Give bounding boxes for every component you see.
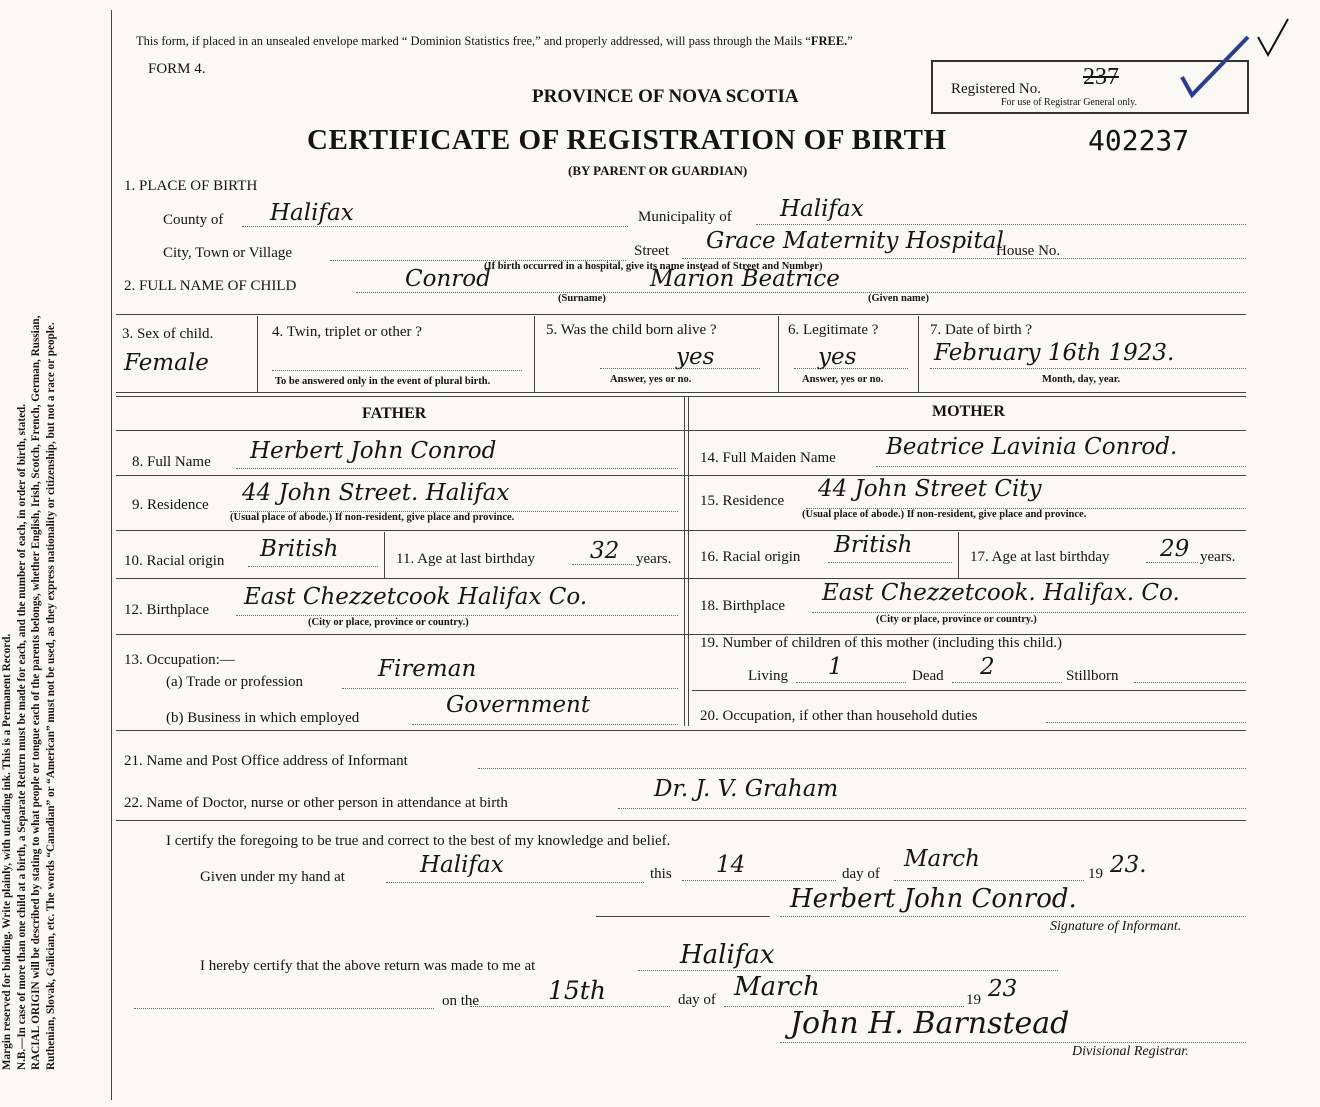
street-label: Street bbox=[634, 243, 669, 259]
margin-line-2: N.B.—In case of more than one child at a birth, a Separate Return must be made for each, and the number of each, in order of birth, stated. bbox=[15, 403, 28, 1070]
city-label: City, Town or Village bbox=[163, 245, 293, 261]
father-residence-note: (Usual place of abode.) If non-resident, give place and province. bbox=[230, 512, 515, 523]
mail-notice: This form, if placed in an unsealed envelope marked “ Dominion Statistics free,” and properly addressed, will pass through the Mails “FREE.” bbox=[136, 34, 853, 48]
legit-label: 6. Legitimate ? bbox=[788, 322, 879, 338]
mother-age-years: years. bbox=[1200, 549, 1236, 565]
binding-margin-line bbox=[111, 10, 112, 1100]
margin-notes bbox=[0, 20, 58, 1070]
father-trade: Fireman bbox=[378, 656, 477, 682]
legit-value: yes bbox=[818, 344, 857, 370]
sex-label: 3. Sex of child. bbox=[122, 326, 214, 342]
child-surname: Conrod bbox=[405, 266, 491, 292]
business-label: (b) Business in which employed bbox=[166, 710, 360, 726]
mother-residence: 44 John Street City bbox=[818, 476, 1042, 502]
page-title: CERTIFICATE OF REGISTRATION OF BIRTH bbox=[307, 124, 947, 156]
mother-occupation-label: 20. Occupation, if other than household duties bbox=[700, 708, 978, 724]
margin-line-4: Ruthenian, Slovak, Galician, etc. The words “Canadian” or “American” must not be used, as they express nationality or citizenship, but not a race or people. bbox=[44, 322, 57, 1070]
municipality-value: Halifax bbox=[780, 196, 864, 222]
on-the-label: on the bbox=[442, 993, 480, 1009]
hospital-note: (If birth occurred in a hospital, give its name instead of Street and Number) bbox=[484, 261, 823, 272]
mother-heading: MOTHER bbox=[932, 403, 1005, 420]
dead-value: 2 bbox=[980, 654, 995, 680]
form-number: FORM 4. bbox=[148, 61, 206, 77]
return-place: Halifax bbox=[680, 940, 775, 970]
father-residence-label: 9. Residence bbox=[132, 497, 209, 513]
stillborn-label: Stillborn bbox=[1066, 668, 1119, 684]
sex-value: Female bbox=[124, 350, 209, 376]
year-prefix: 19 bbox=[1088, 866, 1103, 882]
child-given-name: Marion Beatrice bbox=[650, 266, 840, 292]
margin-line-1: Margin reserved for binding. Write plainly, with unfading ink. This is a Permanent Record. bbox=[1, 633, 13, 1070]
given-under-label: Given under my hand at bbox=[200, 869, 345, 885]
father-name-label: 8. Full Name bbox=[132, 454, 211, 470]
alive-label: 5. Was the child born alive ? bbox=[546, 322, 717, 338]
father-name: Herbert John Conrod bbox=[250, 438, 497, 464]
mother-birthplace-note: (City or place, province or country.) bbox=[876, 614, 1037, 625]
given-month: March bbox=[904, 846, 980, 872]
father-age-years: years. bbox=[636, 551, 672, 567]
return-month: March bbox=[734, 972, 820, 1002]
registrar-use-note: For use of Registrar General only. bbox=[1001, 97, 1137, 108]
municipality-label: Municipality of bbox=[638, 209, 732, 225]
county-value: Halifax bbox=[270, 200, 354, 226]
mother-birthplace: East Chezzetcook. Halifax. Co. bbox=[822, 580, 1180, 606]
children-label: 19. Number of children of this mother (including this child.) bbox=[700, 635, 1063, 651]
given-day: 14 bbox=[716, 852, 746, 878]
child-name-label: 2. FULL NAME OF CHILD bbox=[124, 278, 297, 294]
father-race: British bbox=[260, 536, 339, 562]
margin-line-3: RACIAL ORIGIN will be described by stating to what people or tongue each of the parents belongs, whether English, Irish, Scotch, French, German, Russian, bbox=[30, 315, 42, 1070]
return-year-prefix: 19 bbox=[966, 992, 981, 1008]
return-day: 15th bbox=[548, 976, 606, 1005]
street-value: Grace Maternity Hospital bbox=[706, 228, 1004, 254]
dob-value: February 16th 1923. bbox=[934, 340, 1175, 366]
mother-residence-label: 15. Residence bbox=[700, 493, 785, 509]
dead-label: Dead bbox=[912, 668, 944, 684]
father-race-label: 10. Racial origin bbox=[124, 553, 225, 569]
doctor-label: 22. Name of Doctor, nurse or other person in attendance at birth bbox=[124, 795, 508, 811]
signature-label: Signature of Informant. bbox=[1050, 919, 1182, 934]
page-subtitle: (BY PARENT OR GUARDIAN) bbox=[568, 163, 748, 178]
check-mark-icon bbox=[1170, 15, 1310, 105]
father-birthplace-label: 12. Birthplace bbox=[124, 602, 209, 618]
dob-note: Month, day, year. bbox=[1042, 374, 1121, 385]
mother-age-label: 17. Age at last birthday bbox=[970, 549, 1110, 565]
father-age: 32 bbox=[590, 538, 620, 564]
mother-age: 29 bbox=[1160, 536, 1190, 562]
father-residence: 44 John Street. Halifax bbox=[242, 480, 510, 506]
mother-birthplace-label: 18. Birthplace bbox=[700, 598, 785, 614]
twin-label: 4. Twin, triplet or other ? bbox=[272, 324, 422, 340]
surname-note: (Surname) bbox=[558, 293, 606, 304]
registered-number: 237 bbox=[1083, 64, 1119, 90]
father-business: Government bbox=[446, 692, 591, 718]
dob-label: 7. Date of birth ? bbox=[930, 322, 1033, 338]
father-birthplace-note: (City or place, province or country.) bbox=[308, 617, 469, 628]
province-title: PROVINCE OF NOVA SCOTIA bbox=[532, 86, 799, 107]
father-occupation-label: 13. Occupation:— bbox=[124, 652, 235, 668]
living-value: 1 bbox=[828, 654, 843, 680]
registrar-signature: John H. Barnstead bbox=[790, 1006, 1070, 1041]
informant-label: 21. Name and Post Office address of Informant bbox=[124, 753, 408, 769]
certify-statement: I certify the foregoing to be true and correct to the best of my knowledge and belief. bbox=[166, 833, 671, 849]
father-birthplace: East Chezzetcook Halifax Co. bbox=[244, 584, 588, 610]
registrar-label: Divisional Registrar. bbox=[1072, 1044, 1189, 1059]
alive-value: yes bbox=[676, 344, 715, 370]
county-label: County of bbox=[163, 212, 224, 228]
trade-label: (a) Trade or profession bbox=[166, 674, 304, 690]
place-of-birth-label: 1. PLACE OF BIRTH bbox=[124, 178, 258, 194]
mother-residence-note: (Usual place of abode.) If non-resident, give place and province. bbox=[802, 509, 1087, 520]
return-day-of-label: day of bbox=[678, 992, 716, 1008]
given-note: (Given name) bbox=[868, 293, 929, 304]
day-of-label: day of bbox=[842, 866, 880, 882]
given-place: Halifax bbox=[420, 852, 504, 878]
father-age-label: 11. Age at last birthday bbox=[396, 551, 535, 567]
certificate-number: 402237 bbox=[1088, 124, 1190, 157]
living-label: Living bbox=[748, 668, 788, 684]
registered-label: Registered No. bbox=[951, 81, 1041, 97]
mother-name-label: 14. Full Maiden Name bbox=[700, 450, 836, 466]
mother-race: British bbox=[834, 532, 913, 558]
mother-name: Beatrice Lavinia Conrod. bbox=[886, 434, 1178, 460]
twin-note: To be answered only in the event of plural birth. bbox=[275, 376, 491, 387]
informant-signature: Herbert John Conrod. bbox=[790, 884, 1077, 914]
mother-race-label: 16. Racial origin bbox=[700, 549, 801, 565]
legit-note: Answer, yes or no. bbox=[802, 374, 884, 385]
father-heading: FATHER bbox=[362, 405, 427, 422]
this-label: this bbox=[650, 866, 672, 882]
year-suffix: 23. bbox=[1110, 852, 1147, 878]
doctor-value: Dr. J. V. Graham bbox=[654, 776, 839, 802]
alive-note: Answer, yes or no. bbox=[610, 374, 692, 385]
return-year-suffix: 23 bbox=[988, 976, 1018, 1002]
return-label: I hereby certify that the above return was made to me at bbox=[200, 958, 536, 974]
house-label: House No. bbox=[996, 243, 1061, 259]
